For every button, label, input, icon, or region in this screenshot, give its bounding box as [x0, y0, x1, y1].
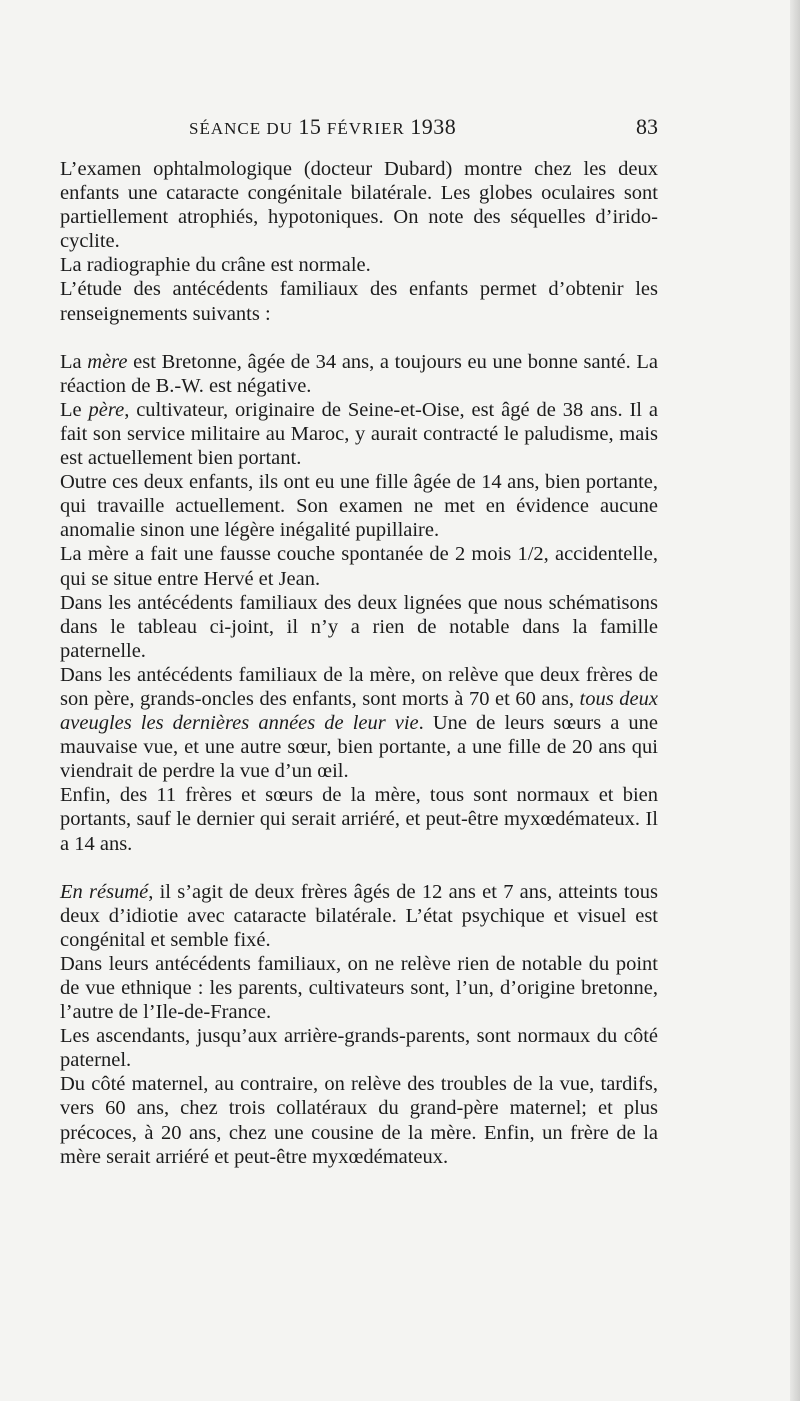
paragraph: L’étude des antécédents familiaux des enfants permet d’obtenir les renseignements suivants :: [60, 278, 658, 325]
emphasis: mère: [87, 350, 128, 373]
body-text: [60, 157, 658, 1169]
page-edge: [790, 0, 800, 1401]
paragraph: Enfin, des 11 frères et sœurs de la mère, tous sont normaux et bien portants, sauf le dernier qui serait arriéré, et peut-être myxœdémateux. Il a 14 ans.: [60, 784, 658, 855]
paragraph: Dans leurs antécédents familiaux, on ne relève rien de notable du point de vue ethnique : les parents, cultivateurs sont, l’un, d’origine bretonne, l’autre de l’Ile-de-France.: [60, 952, 658, 1024]
paragraph: Les ascendants, jusqu’aux arrière-grands-parents, sont normaux du côté paternel.: [60, 1025, 658, 1072]
running-header: [60, 114, 658, 144]
paragraph: Du côté maternel, au contraire, on relève des troubles de la vue, tardifs, vers 60 ans, chez trois collatéraux du grand-père maternel; et plus précoces, à 20 ans, chez une cousine de la mère. Enfin, un frère de la mère serait arriéré et peut-être myxœdémateux.: [60, 1073, 658, 1168]
emphasis: père: [88, 398, 125, 421]
paragraph: La mère est Bretonne, âgée de 34 ans, a toujours eu une bonne santé. La réaction de B.-W. est négative.: [60, 350, 658, 397]
running-title-month: FÉVRIER: [326, 119, 405, 138]
page-number: 83: [636, 114, 658, 139]
paragraph: En résumé, il s’agit de deux frères âgés de 12 ans et 7 ans, atteints tous deux d’idiotie avec cataracte bilatérale. L’état psychique et visuel est congénital et semble fixé.: [60, 880, 658, 951]
emphasis: En résumé: [60, 880, 149, 903]
paragraph: Le père, cultivateur, originaire de Seine-et-Oise, est âgé de 38 ans. Il a fait son service militaire au Maroc, y aurait contracté le paludisme, mais est actuellement bien portant.: [60, 398, 658, 470]
running-title-day: 15: [298, 114, 322, 139]
paragraph: La mère a fait une fausse couche spontanée de 2 mois 1/2, accidentelle, qui se situe entre Hervé et Jean.: [60, 543, 658, 590]
emphasis: tous deux aveugles les dernières années de leur vie: [60, 687, 658, 735]
paragraph: Dans les antécédents familiaux de la mère, on relève que deux frères de son père, grands-oncles des enfants, sont morts à 70 et 60 ans, tous deux aveugles les dernières années de leur vie. Une de leurs sœurs a une mauvaise vue, et une autre sœur, bien portante, a une fille de 20 ans qui viendrait de perdre la vue d’un œil.: [60, 663, 658, 783]
paragraph: Outre ces deux enfants, ils ont eu une fille âgée de 14 ans, bien portante, qui travaille actuellement. Son examen ne met en évidence aucune anomalie sinon une légère inégalité pupillaire.: [60, 471, 658, 542]
running-title: [189, 114, 456, 140]
paragraph: La radiographie du crâne est normale.: [60, 254, 371, 277]
paragraph: Dans les antécédents familiaux des deux lignées que nous schématisons dans le tableau ci-joint, il n’y a rien de notable dans la famille paternelle.: [60, 591, 658, 662]
running-title-year: 1938: [410, 114, 457, 139]
running-title-prefix: SÉANCE DU: [189, 119, 293, 138]
paragraph: L’examen ophtalmologique (docteur Dubard) montre chez les deux enfants une cataracte congénitale bilatérale. Les globes oculaires sont partiellement atrophiés, hypotoniques. On note des séquelles d’irido-cyclite.: [60, 158, 658, 253]
